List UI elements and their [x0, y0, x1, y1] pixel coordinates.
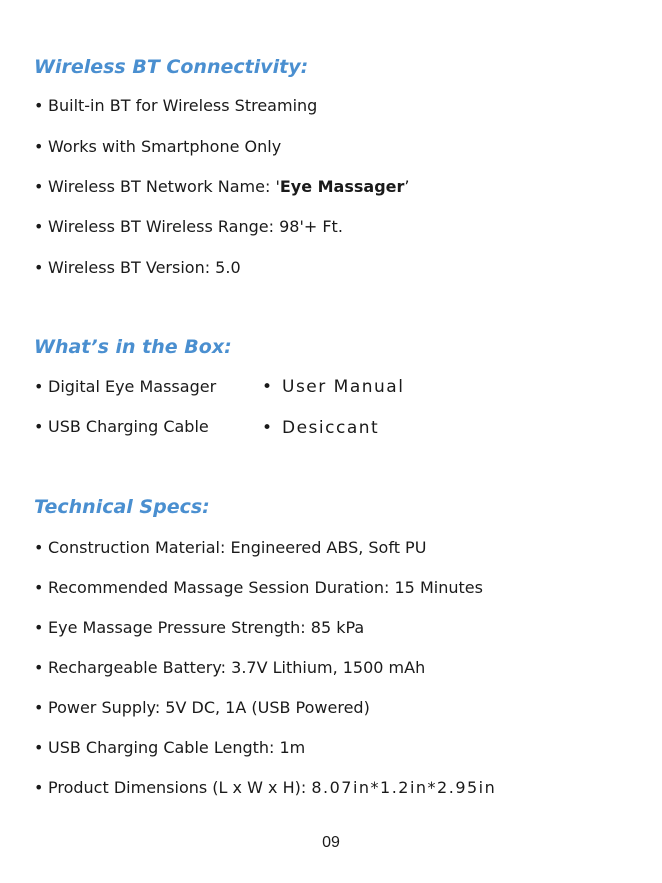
bullet-icon: • — [34, 578, 44, 597]
spec-item-duration — [34, 578, 483, 598]
wireless-item-text: Wireless BT Version: 5.0 — [48, 258, 241, 277]
spec-item-text: Recommended Massage Session Duration: 15 Minutes — [48, 578, 483, 597]
wireless-item-text: Built-in BT for Wireless Streaming — [48, 96, 318, 115]
box-item-text: USB Charging Cable — [48, 417, 209, 436]
page-number: 09 — [322, 834, 340, 851]
box-item-desiccant — [262, 418, 379, 438]
box-item-cable — [34, 417, 209, 437]
bullet-icon: • — [34, 417, 44, 436]
spec-item-power — [34, 698, 370, 718]
spec-item-text: Construction Material: Engineered ABS, Soft PU — [48, 538, 427, 557]
spec-item-cable-length — [34, 738, 305, 758]
bullet-icon: • — [262, 377, 274, 397]
wireless-item-text: Wireless BT Network Name: ' — [48, 177, 280, 196]
box-item-text: Digital Eye Massager — [48, 377, 217, 396]
wireless-item-text: Works with Smartphone Only — [48, 137, 282, 156]
box-item-massager — [34, 377, 216, 397]
spec-item-text: USB Charging Cable Length: 1m — [48, 738, 306, 757]
wireless-item-smartphone — [34, 137, 281, 157]
spec-item-text: Power Supply: 5V DC, 1A (USB Powered) — [48, 698, 370, 717]
dimensions-label: Product Dimensions (L x W x H): — [48, 778, 312, 797]
bullet-icon: • — [34, 738, 44, 757]
wireless-item-version — [34, 258, 241, 278]
spec-item-battery — [34, 658, 425, 678]
box-item-text: User Manual — [282, 377, 405, 397]
network-name-close-quote: ’ — [404, 177, 410, 196]
network-name-value: Eye Massager — [279, 177, 405, 196]
bullet-icon: • — [34, 96, 44, 115]
wireless-item-streaming — [34, 96, 317, 116]
bullet-icon: • — [34, 538, 44, 557]
bullet-icon: • — [34, 258, 44, 277]
bullet-icon: • — [34, 778, 44, 797]
bullet-icon: • — [34, 658, 44, 677]
box-item-text: Desiccant — [282, 418, 380, 438]
spec-item-pressure — [34, 618, 364, 638]
spec-item-text: Eye Massage Pressure Strength: 85 kPa — [48, 618, 365, 637]
wireless-item-range — [34, 217, 343, 237]
bullet-icon: • — [34, 217, 44, 236]
spec-item-dimensions — [34, 778, 496, 798]
bullet-icon: • — [34, 137, 44, 156]
specs-section-title: Technical Specs: — [34, 496, 210, 518]
bullet-icon: • — [34, 377, 44, 396]
bullet-icon: • — [262, 418, 274, 438]
bullet-icon: • — [34, 698, 44, 717]
spec-item-text: Rechargeable Battery: 3.7V Lithium, 1500 mAh — [48, 658, 426, 677]
box-item-manual — [262, 377, 404, 397]
spec-item-material — [34, 538, 426, 558]
dimensions-value: 8.07in*1.2in*2.95in — [311, 778, 497, 797]
bullet-icon: • — [34, 177, 44, 196]
wireless-section-title: Wireless BT Connectivity: — [34, 56, 309, 78]
box-section-title: What’s in the Box: — [34, 336, 232, 358]
wireless-item-text: Wireless BT Wireless Range: 98'+ Ft. — [48, 217, 343, 236]
bullet-icon: • — [34, 618, 44, 637]
wireless-item-network-name — [34, 177, 409, 197]
